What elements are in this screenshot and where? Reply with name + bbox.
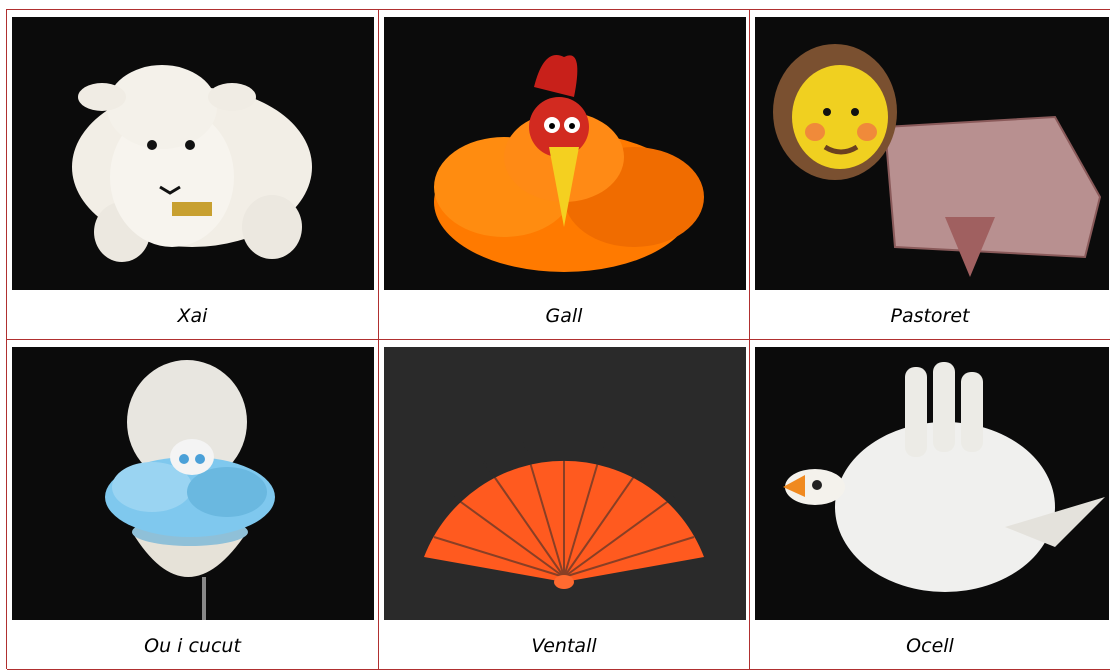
bird-glove-puppet-photo	[755, 347, 1109, 620]
hand-fan-photo	[384, 347, 746, 620]
card-caption: Gall	[545, 305, 583, 327]
card-caption: Ocell	[906, 635, 954, 657]
card-caption: Xai	[177, 305, 208, 327]
card-caption: Ou i cucut	[144, 635, 241, 657]
card-shepherd	[750, 10, 1110, 340]
card-caption: Pastoret	[890, 305, 970, 327]
card-rooster	[379, 10, 750, 340]
card-sheep	[7, 10, 379, 340]
sheep-puppet-photo	[12, 17, 374, 290]
card-caption: Ventall	[531, 635, 597, 657]
card-egg-chick	[7, 340, 379, 670]
card-bird	[750, 340, 1110, 670]
card-fan	[379, 340, 750, 670]
puppet-card-grid	[6, 9, 1110, 669]
rooster-puppet-photo	[384, 17, 746, 290]
shepherd-puppet-photo	[755, 17, 1109, 290]
egg-chick-puppet-photo	[12, 347, 374, 620]
